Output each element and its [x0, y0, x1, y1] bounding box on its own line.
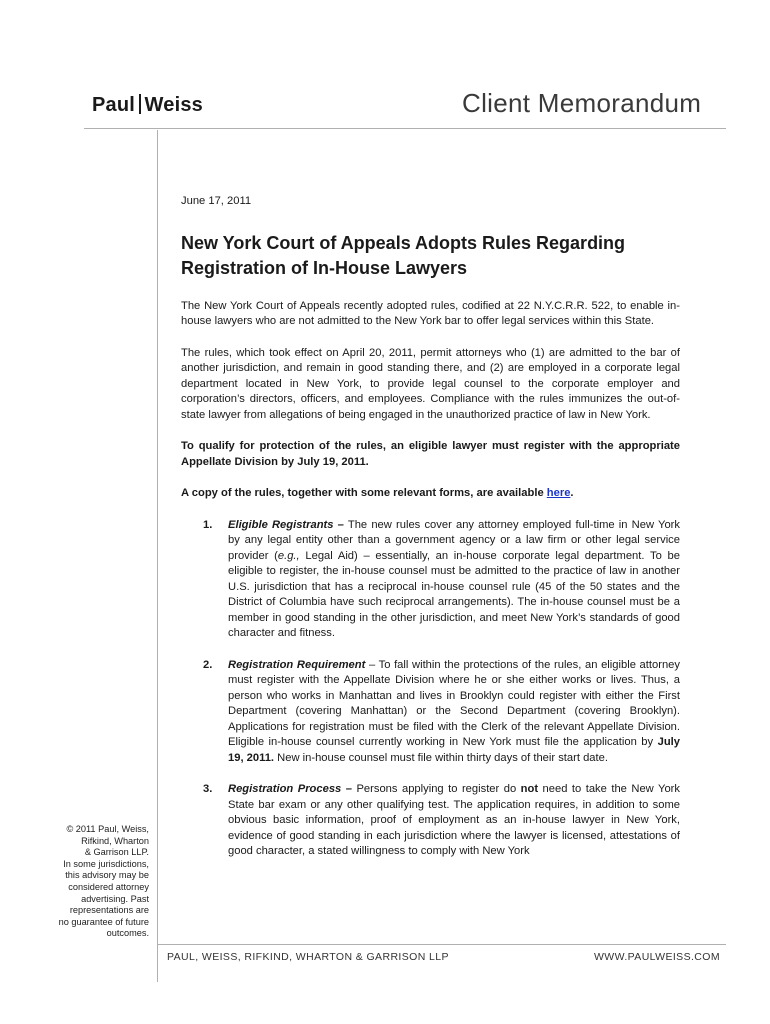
- disclaimer-line: In some jurisdictions,: [63, 858, 149, 869]
- firm-logo: [92, 94, 203, 117]
- copyright-disclaimer: [44, 824, 149, 940]
- list-item-emphasis: not: [520, 783, 539, 795]
- disclaimer-line: advertising. Past: [81, 893, 149, 904]
- list-item: [181, 782, 680, 860]
- disclaimer-line: & Garrison LLP.: [84, 847, 149, 858]
- list-item-text-continued: need to take the New York State bar exam or any other qualifying test. The application requires, in addition to some obvious basic information, proof of employment as an in-house lawyer in New York, evidence of good standing in each jurisdiction where the lawyer is licensed, attestations of good character, a stated willingness to comply with New York: [228, 783, 680, 857]
- paragraph-qualify: To qualify for protection of the rules, an eligible lawyer must register with the appropriate Appellate Division by July 19, 2011.: [181, 440, 680, 468]
- list-item: [181, 518, 680, 642]
- rules-link[interactable]: here: [546, 487, 571, 499]
- paragraph-copy: [181, 486, 680, 502]
- disclaimer-line: Rifkind, Wharton: [81, 835, 149, 846]
- list-item-heading: Registration Requirement: [228, 658, 366, 671]
- list-item-text-continued: New in-house counsel must file within thirty days of their start date.: [274, 751, 608, 764]
- paragraph-copy-text: A copy of the rules, together with some relevant forms, are available: [181, 487, 547, 499]
- list-item-number: 1.: [203, 518, 213, 531]
- paragraph-intro: The New York Court of Appeals recently adopted rules, codified at 22 N.Y.C.R.R. 522, to enable in-house lawyers who are not admitted to the New York bar to offer legal services within this State.: [181, 299, 680, 327]
- disclaimer-line: representations are: [69, 905, 149, 916]
- list-item-number: 2.: [203, 658, 213, 671]
- list-item-text: – To fall within the protections of the rules, an eligible attorney must register with the Appellate Division where he or she either works or lives. Thus, a person who works in Manhattan and lives in Brooklyn could register with either the First Department (covering Manhattan) or the Second Department (covering Brooklyn). Applications for registration must be filed with the Clerk of the relevant Appellate Division. Eligible in-house counsel currently working in New York must file the application by: [228, 658, 680, 748]
- margin-rule: [157, 130, 158, 982]
- memo-date: June 17, 2011: [181, 195, 252, 207]
- memo-body: [181, 194, 680, 876]
- list-item: [181, 658, 680, 767]
- disclaimer-line: this advisory may be: [65, 870, 149, 881]
- disclaimer-line: considered attorney: [68, 881, 149, 892]
- list-item-heading: Eligible Registrants –: [228, 518, 344, 531]
- paragraph-rules: The rules, which took effect on April 20, 2011, permit attorneys who (1) are admitted to the bar of another jurisdiction, and remain in good standing there, and (2) are employed in a corporate legal department located in New York, to provide legal counsel to the corporate employer and corporation’s directors, officers, and employees. Compliance with the rules immunizes the out-of-state lawyer from allegations of being engaged in the unauthorized practice of law in New York.: [181, 346, 680, 421]
- memo-title: New York Court of Appeals Adopts Rules Regarding Registration of In-House Lawyers: [181, 232, 626, 278]
- list-item-number: 3.: [203, 783, 213, 795]
- document-type-title: Client Memorandum: [462, 88, 702, 118]
- memo-list: [181, 518, 680, 860]
- list-item-text-continued: Legal Aid) – essentially, an in-house corporate legal department. To be eligible to register, the in-house counsel must be admitted to the practice of law in another U.S. jurisdiction that has a reciprocal in-house counsel rule (45 of the 50 states and the District of Columbia have such reciprocal arrangements). The in-house counsel must be a member in good standing in the other jurisdiction, and meet New York’s standards of good character and fitness.: [228, 549, 680, 639]
- logo-weiss: Weiss: [144, 94, 203, 116]
- list-item-text: Persons applying to register do: [351, 783, 521, 795]
- logo-paul: Paul: [92, 94, 136, 116]
- list-item-heading: Registration Process –: [228, 783, 352, 795]
- disclaimer-line: © 2011 Paul, Weiss,: [66, 824, 149, 834]
- disclaimer-line: outcomes.: [106, 928, 149, 939]
- list-item-deadline: July 19, 2011.: [228, 736, 680, 764]
- footer-firm-name: PAUL, WEISS, RIFKIND, WHARTON & GARRISON LLP: [167, 951, 449, 963]
- list-item-text: The new rules cover any attorney employed full-time in New York by any legal entity other than a government agency or a law firm or other legal service provider (: [228, 518, 680, 562]
- footer-rule: [157, 944, 726, 945]
- paragraph-copy-end: .: [570, 487, 574, 499]
- footer-website[interactable]: WWW.PAULWEISS.COM: [594, 951, 720, 963]
- header-rule: [84, 128, 726, 129]
- disclaimer-line: no guarantee of future: [58, 916, 149, 927]
- list-item-eg: e.g.,: [277, 549, 300, 562]
- logo-divider: [139, 94, 141, 114]
